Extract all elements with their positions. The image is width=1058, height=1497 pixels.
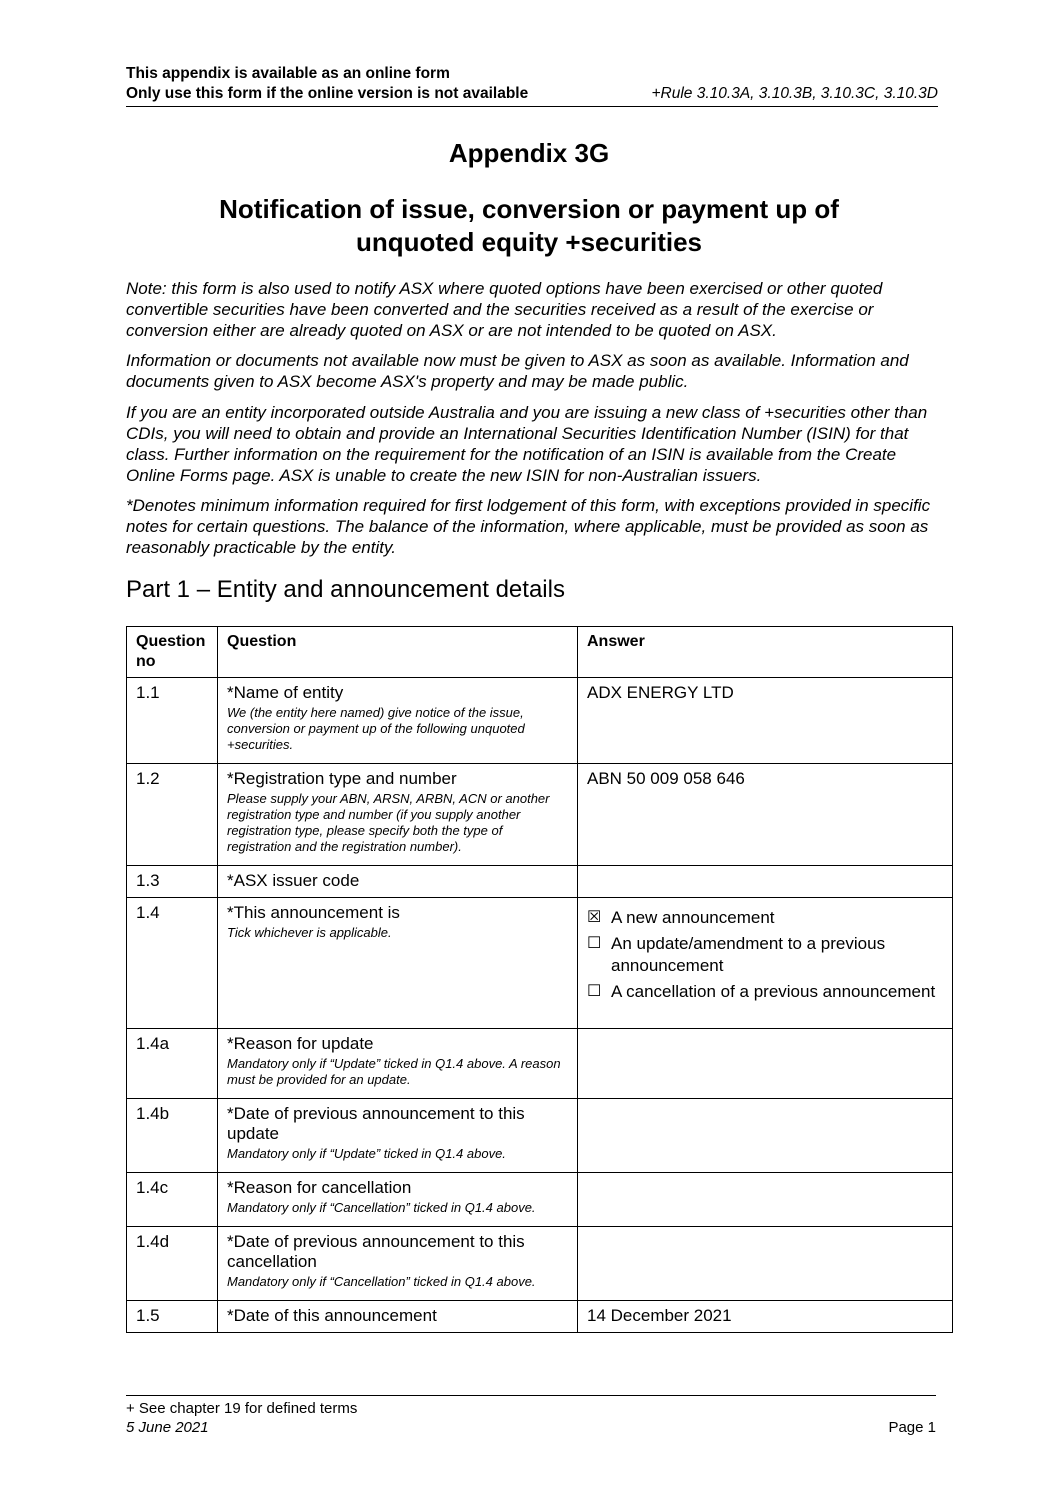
note-information-documents: Information or documents not available now must be given to ASX as soon as available. Information and documents given to ASX become ASX's property and may be made public. xyxy=(126,351,909,391)
footer-date: 5 June 2021 xyxy=(126,1419,209,1436)
question-text: *ASX issuer code xyxy=(227,871,360,890)
option-new-announcement[interactable] xyxy=(587,907,943,929)
question-cell xyxy=(218,1227,578,1301)
question-cell xyxy=(218,1301,578,1333)
question-cell xyxy=(218,866,578,898)
form-header xyxy=(126,64,938,107)
document-title-line-1: Notification of issue, conversion or payment up of xyxy=(219,194,839,224)
question-cell xyxy=(218,1029,578,1099)
note-quoted-options: Note: this form is also used to notify ASX where quoted options have been exercised or other quoted convertible securities have been converted and the securities received as a result of the exercise or conversion either are already quoted on ASX or are not intended to be quoted on ASX. xyxy=(126,279,883,340)
question-cell xyxy=(218,678,578,764)
note-minimum-information: *Denotes minimum information required for first lodgement of this form, with exceptions provided in specific notes for certain questions. The balance of the information, where applicable, must be provided as soon as reasonably practicable by the entity. xyxy=(126,496,931,557)
document-title xyxy=(0,193,1058,259)
question-text: *Registration type and number xyxy=(227,769,457,788)
answer-previous-update-date xyxy=(578,1099,953,1173)
unchecked-box-icon[interactable]: ☐ xyxy=(587,935,602,952)
table-row xyxy=(127,1227,953,1301)
entity-details-table xyxy=(126,626,953,1333)
table-row xyxy=(127,898,953,1029)
option-update-announcement[interactable] xyxy=(587,933,943,977)
checked-box-icon[interactable]: ☒ xyxy=(587,909,602,926)
question-text: *Date of previous announcement to this cancellation xyxy=(227,1232,525,1271)
question-no: 1.4c xyxy=(127,1173,218,1227)
footer-line-2 xyxy=(126,1418,936,1437)
answer-issuer-code xyxy=(578,866,953,898)
table-row xyxy=(127,1099,953,1173)
table-row xyxy=(127,1301,953,1333)
part-1-heading: Part 1 – Entity and announcement details xyxy=(126,576,565,603)
option-label: A cancellation of a previous announcement xyxy=(611,982,936,1001)
question-cell xyxy=(218,1099,578,1173)
question-no: 1.5 xyxy=(127,1301,218,1333)
appendix-title: Appendix 3G xyxy=(448,138,610,168)
question-no: 1.1 xyxy=(127,678,218,764)
document-title-line-2: unquoted equity +securities xyxy=(355,227,702,257)
header-question-no: Question no xyxy=(127,627,218,678)
question-no: 1.3 xyxy=(127,866,218,898)
announcement-type-options xyxy=(578,898,953,1029)
question-cell xyxy=(218,764,578,866)
answer-registration-number: ABN 50 009 058 646 xyxy=(578,764,953,866)
question-note: Mandatory only if “Update” ticked in Q1.4 above. A reason must be provided for an update. xyxy=(227,1056,561,1087)
footer-defined-terms: + See chapter 19 for defined terms xyxy=(126,1400,358,1417)
question-note: Mandatory only if “Cancellation” ticked in Q1.4 above. xyxy=(227,1200,536,1215)
option-cancellation-announcement[interactable] xyxy=(587,981,943,1003)
question-cell xyxy=(218,1173,578,1227)
header-question: Question xyxy=(218,627,578,678)
answer-reason-for-cancellation xyxy=(578,1173,953,1227)
question-no: 1.4d xyxy=(127,1227,218,1301)
table-row xyxy=(127,866,953,898)
page-number: Page 1 xyxy=(888,1419,936,1436)
question-no: 1.4 xyxy=(127,898,218,1029)
question-cell xyxy=(218,898,578,1029)
question-no: 1.2 xyxy=(127,764,218,866)
question-note: Mandatory only if “Cancellation” ticked in Q1.4 above. xyxy=(227,1274,536,1289)
table-row xyxy=(127,764,953,866)
header-answer: Answer xyxy=(578,627,953,678)
question-text: *Date of previous announcement to this update xyxy=(227,1104,525,1143)
header-rule-reference: +Rule 3.10.3A, 3.10.3B, 3.10.3C, 3.10.3D xyxy=(651,85,938,102)
page-footer xyxy=(126,1395,936,1437)
answer-reason-for-update xyxy=(578,1029,953,1099)
question-text: *Reason for update xyxy=(227,1034,374,1053)
table-header-row xyxy=(127,627,953,678)
unchecked-box-icon[interactable]: ☐ xyxy=(587,983,602,1000)
question-no: 1.4a xyxy=(127,1029,218,1099)
header-line-online-form: This appendix is available as an online form xyxy=(126,65,450,82)
answer-entity-name: ADX ENERGY LTD xyxy=(578,678,953,764)
option-label: An update/amendment to a previous announcement xyxy=(611,934,886,975)
question-text: *Name of entity xyxy=(227,683,344,702)
header-line-2 xyxy=(126,84,938,107)
question-text: *This announcement is xyxy=(227,903,400,922)
note-isin: If you are an entity incorporated outside Australia and you are issuing a new class of +securities other than CDIs, you will need to obtain and provide an International Securities Identification Number (ISIN) for that class. Further information on the requirement for the notification of an ISIN is available from the Create Online Forms page. ASX is unable to create the new ISIN for non-Australian issuers. xyxy=(126,403,928,485)
question-note: Please supply your ABN, ARSN, ARBN, ACN or another registration type and number (if you supply another registration type, please specify both the type of registration and the registration number). xyxy=(227,791,550,854)
question-no: 1.4b xyxy=(127,1099,218,1173)
answer-announcement-date: 14 December 2021 xyxy=(578,1301,953,1333)
answer-previous-cancellation-date xyxy=(578,1227,953,1301)
table-row xyxy=(127,1029,953,1099)
question-note: We (the entity here named) give notice of the issue, conversion or payment up of the following unquoted +securities. xyxy=(227,705,525,752)
question-text: *Reason for cancellation xyxy=(227,1178,412,1197)
header-line-offline-notice: Only use this form if the online version is not available xyxy=(126,85,529,102)
option-label: A new announcement xyxy=(611,908,775,927)
table-row xyxy=(127,678,953,764)
question-note: Mandatory only if “Update” ticked in Q1.4 above. xyxy=(227,1146,506,1161)
table-row xyxy=(127,1173,953,1227)
question-note: Tick whichever is applicable. xyxy=(227,925,392,940)
question-text: *Date of this announcement xyxy=(227,1306,437,1325)
